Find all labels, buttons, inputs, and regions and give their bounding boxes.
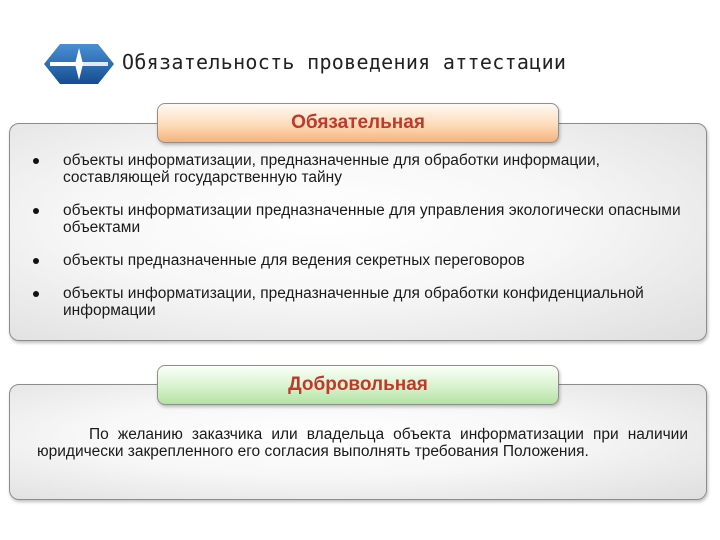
voluntary-text: По желанию заказчика или владельца объекта информатизации при наличии юридически закрепленного его согласия выполнять требования Положения. <box>37 426 688 460</box>
bullet-icon <box>33 208 39 214</box>
bullet-icon <box>33 291 39 297</box>
mandatory-list <box>30 152 700 335</box>
bullet-icon <box>33 258 39 264</box>
list-item-text: объекты информатизации, предназначенные для обработки информации, составляющей государственную тайну <box>63 152 600 186</box>
voluntary-heading: Добровольная <box>157 365 559 405</box>
page-title: Обязательность проведения аттестации <box>122 50 567 74</box>
list-item-text: объекты информатизации предназначенные для управления экологически опасными объектами <box>63 202 681 236</box>
list-item-text: объекты предназначенные для ведения секретных переговоров <box>63 252 525 269</box>
list-item <box>30 285 700 319</box>
bullet-icon <box>33 158 39 164</box>
list-item <box>30 152 700 186</box>
list-item <box>30 252 700 269</box>
logo-icon <box>40 40 118 88</box>
list-item-text: объекты информатизации, предназначенные для обработки конфиденциальной информации <box>63 285 644 319</box>
list-item <box>30 202 700 236</box>
mandatory-heading: Обязательная <box>157 103 559 143</box>
